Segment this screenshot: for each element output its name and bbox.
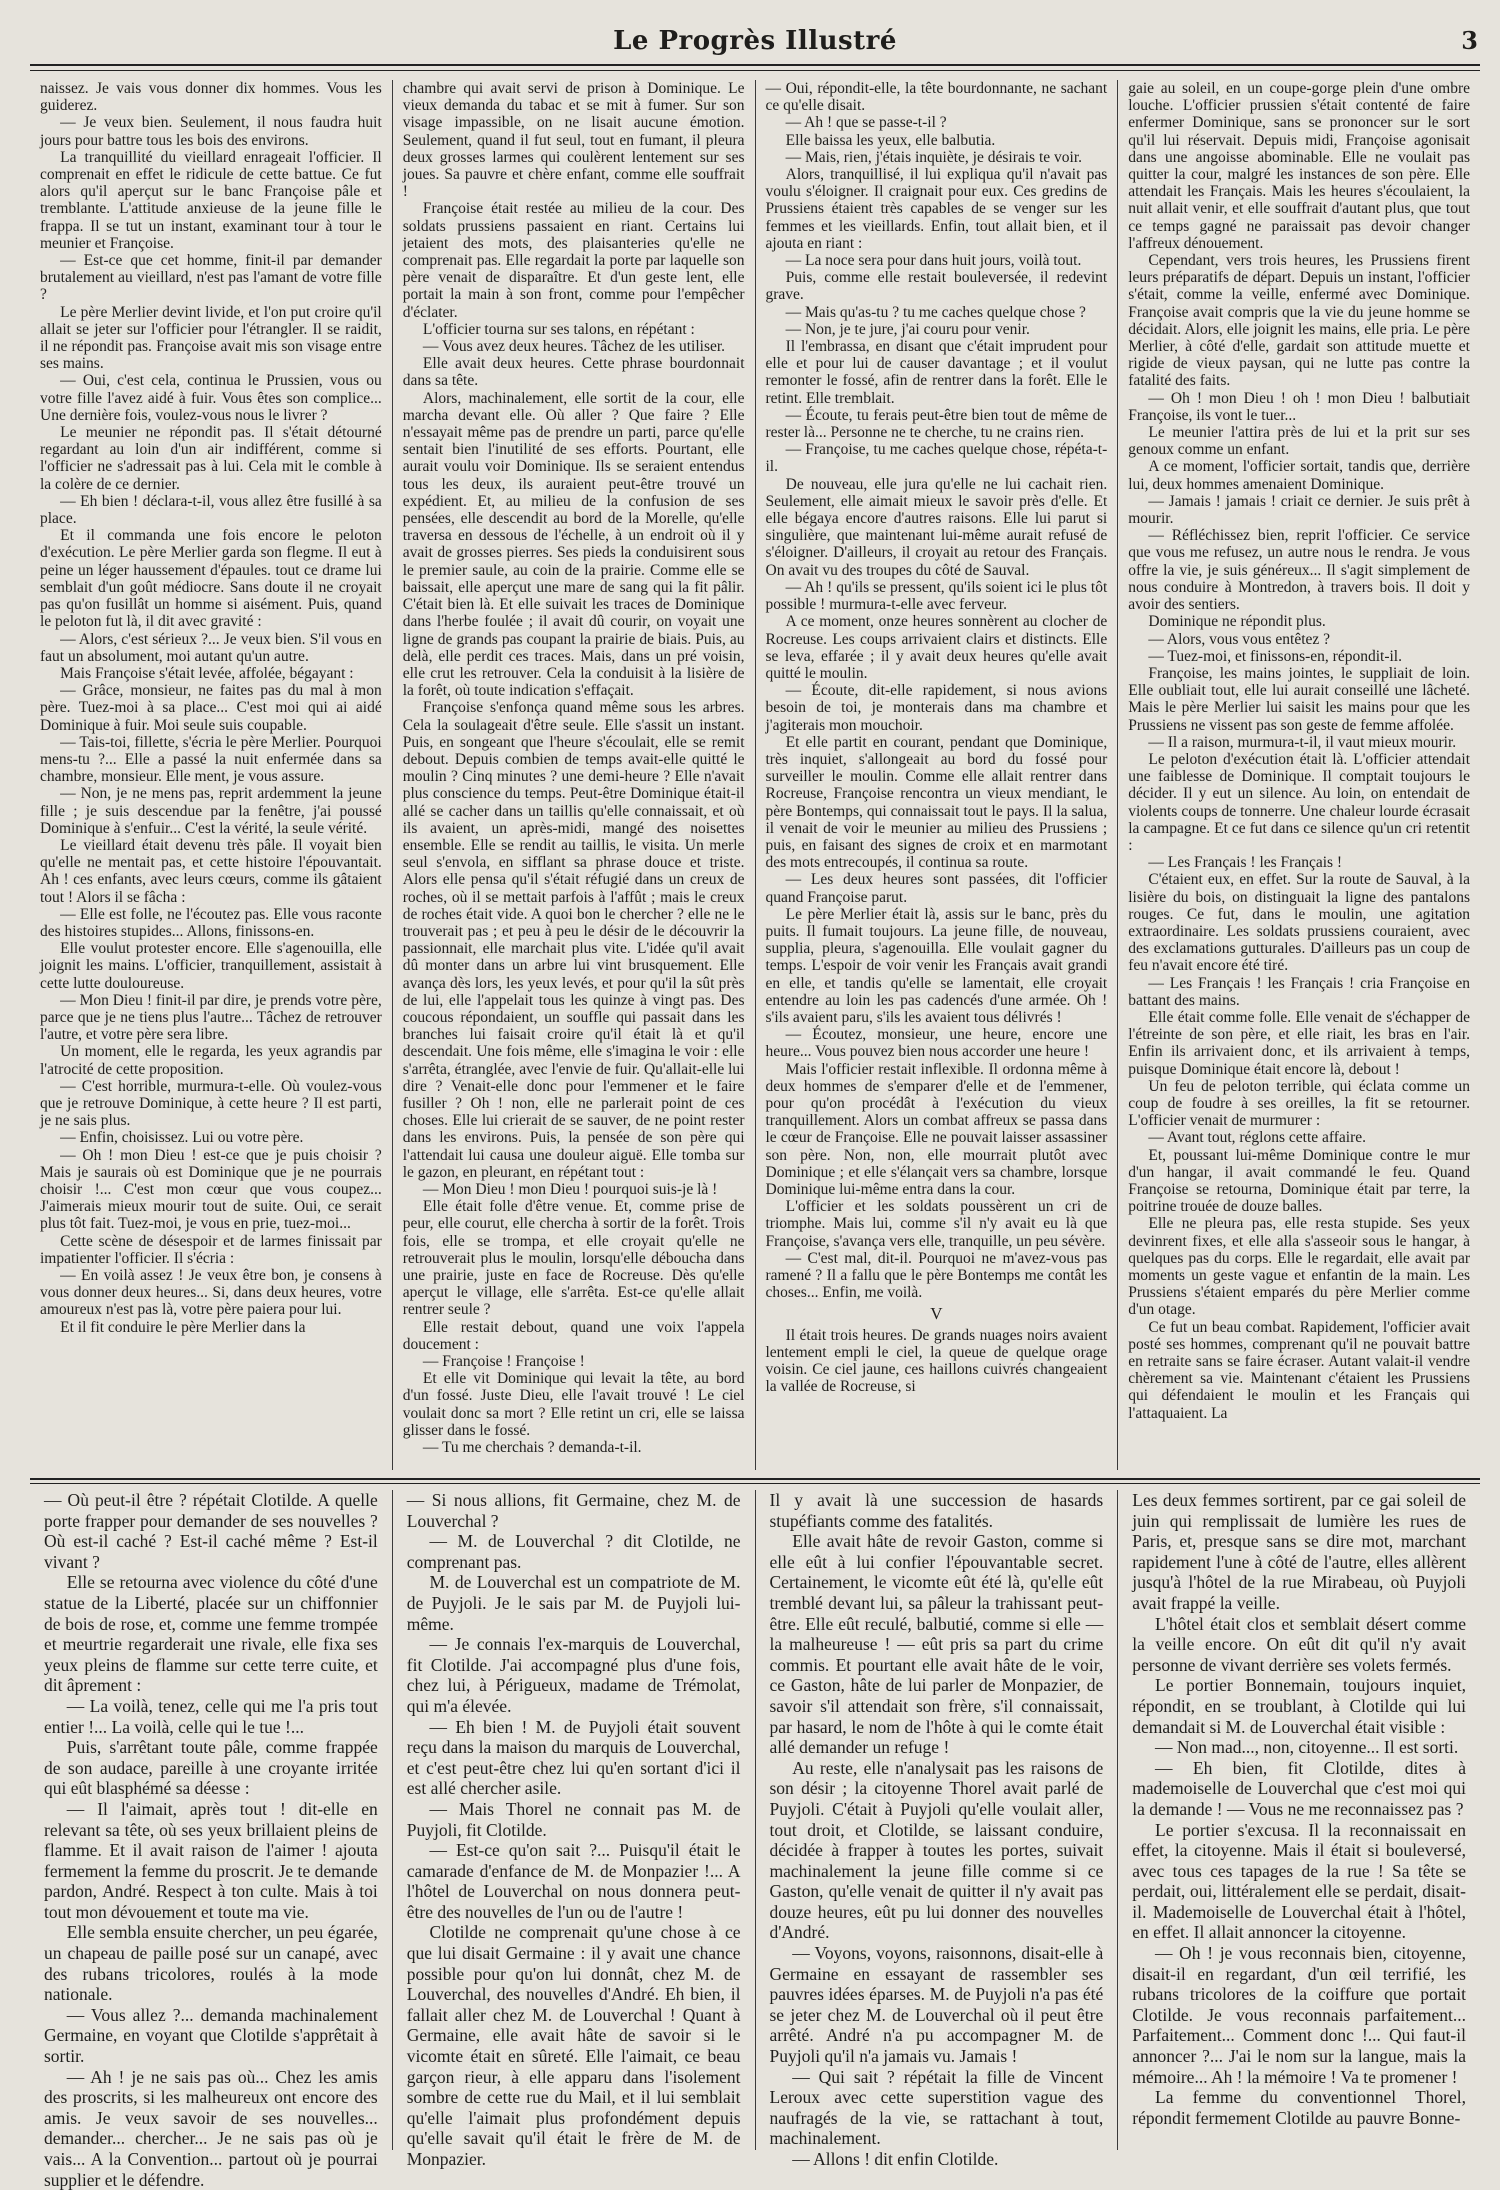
paragraph: Elle avait hâte de revoir Gaston, comme si elle eût à lui confier l'épouvantable secret. Certainement, le vicomte eût été là, qu'elle eût tremblé devant lui, sa pâleur la trahissant peut-être. Elle eût reculé, balbutié, comme si elle — la malheureuse ! — eût pris sa part du crime commis. Et pourtant elle avait hâte de le voir, ce Gaston, hâte de lui parler de Monpazier, de savoir s'il attendait son frère, s'il connaissait, par hasard, le nom de l'hôte à qui le comte était allé demander un refuge ! (769, 1531, 1104, 1758)
paragraph: Le meunier l'attira près de lui et la prit sur ses genoux comme un enfant. (1128, 424, 1470, 459)
paragraph: — Je connais l'ex-marquis de Louverchal, fit Clotilde. J'ai accompagné plus d'une fois, chez lui, à Périgueux, madame de Trémolat, qui m'a élevée. (406, 1634, 741, 1716)
paragraph: — Ah ! que se passe-t-il ? (785, 114, 947, 132)
paragraph: Puis, s'arrêtant toute pâle, comme frappée de son audace, pareille à une croyante irritée qui eût blasphémé sa déesse : (44, 1737, 378, 1799)
paragraph: — Les Français ! les Français ! (1148, 854, 1343, 872)
paragraph: Elle sembla ensuite chercher, un peu égarée, un chapeau de paille posé sur un canapé, avec des rubans tricolores, roulés à la mode nationale. (44, 1922, 378, 2005)
paragraph: Ce fut un beau combat. Rapidement, l'officier avait posté ses hommes, comprenant qu'il ne pouvait battre en retraite sans se faire écraser. Autant valait-il vendre chèrement sa vie. Maintenant c'étaient les Prussiens qui défendaient le moulin et les Français qui l'attaquaient. La (1128, 1318, 1470, 1422)
paragraph: Cependant, vers trois heures, les Prussiens firent leurs préparatifs de départ. Depuis un instant, l'officier s'était, comme la veille, enfermé avec Dominique. Françoise avait compris que la vie du jeune homme se décidait. Alors, elle joignit les mains, elle pria. Le père Merlier, à côté d'elle, gardait son attitude muette et rigide de vieux paysan, qui ne lutte pas contre la fatalité des faits. (1128, 252, 1470, 390)
serial-story-section (30, 80, 1480, 1470)
paragraph: — Françoise ! Françoise ! (422, 1353, 585, 1371)
paragraph: Le vieillard était devenu très pâle. Il voyait bien qu'elle ne mentait pas, et cette histoire l'épouvantait. Ah ! ces enfants, avec leurs cœurs, comme ils gâtaient tout ! Alors il se fâcha : (40, 836, 382, 906)
paragraph: — Il l'aimait, après tout ! dit-elle en relevant sa tête, où ses yeux brillaient pleins de flamme. Et il avait raison de l'aimer ! ajouta fermement la femme du proscrit. Je te demande pardon, André. Respect à ton culte. Mais à toi tout mon dévouement et toute ma vie. (44, 1798, 378, 1922)
paragraph: Il était trois heures. De grands nuages noirs avaient lentement empli le ciel, la queue de quelque orage voisin. Ce ciel jaune, ces haillons cuivrés changeaient la vallée de Rocreuse, si (765, 1326, 1108, 1396)
paragraph: Le portier Bonnemain, toujours inquiet, répondit, en se troublant, à Clotilde qui lui demandait si M. de Louverchal était visible : (1132, 1675, 1466, 1737)
paragraph: Cette scène de désespoir et de larmes finissait par impatienter l'officier. Il s'écria : (40, 1232, 382, 1267)
paragraph: A ce moment, onze heures sonnèrent au clocher de Rocreuse. Les coups arrivaient clairs et distincts. Elle se leva, effarée ; il y avait deux heures qu'elle avait quitté le moulin. (765, 613, 1108, 682)
paragraph: Le peloton d'exécution était là. L'officier attendait une faiblesse de Dominique. Il comptait toujours le décider. Il y eut un silence. Au loin, on entendait de violents coups de tonnerre. Une chaleur lourde écrasait la campagne. Et ce fut dans ce silence qu'un cri retentit : (1128, 750, 1470, 854)
paragraph: — Non, je ne mens pas, reprit ardemment la jeune fille ; je suis descendue par la fenêtre, j'ai poussé Dominique à s'enfuir... C'est la vérité, la seule vérité. (40, 785, 382, 837)
section-divider (30, 1478, 1480, 1480)
masthead (30, 20, 1480, 56)
paragraph: M. de Louverchal est un compatriote de M. de Puyjoli. Je le sais par M. de Puyjoli lui-même. (406, 1572, 741, 1634)
article-column (1117, 1490, 1480, 2150)
paragraph: Les deux femmes sortirent, par ce gai soleil de juin qui remplissait de lumière les rues de Paris, et, presque sans se dire mot, marchant rapidement l'une à côté de l'autre, elles allèrent jusqu'à l'hôtel de la rue Mirabeau, où Puyjoli avait frappé la veille. (1132, 1490, 1466, 1613)
paragraph: Au reste, elle n'analysait pas les raisons de son désir ; la citoyenne Thorel avait parlé de Puyjoli. C'était à Puyjoli qu'elle voulait aller, tout droit, et Clotilde, se laissant conduire, décidée à frapper à toutes les portes, suivait machinalement la jeune fille comme si ce Gaston, qu'elle venait de quitter il n'y avait pas douze heures, eût pu lui donner des nouvelles d'André. (769, 1757, 1104, 1943)
paragraph: — Est-ce que cet homme, finit-il par demander brutalement au vieillard, n'est pas l'amant de votre fille ? (40, 252, 382, 304)
paragraph: La femme du conventionnel Thorel, répondit fermement Clotilde au pauvre Bonne- (1132, 2087, 1466, 2128)
paragraph: — C'est mal, dit-il. Pourquoi ne m'avez-vous pas ramené ? Il a fallu que le père Bontemps me contât les choses... Enfin, me voilà. (765, 1249, 1108, 1302)
chapter-heading: V (930, 1304, 943, 1324)
paragraph: Françoise s'enfonça quand même sous les arbres. Cela la soulageait d'être seule. Elle s'assit un instant. Puis, en songeant que l'heure s'écoulait, elle se remit debout. Depuis combien de temps avait-elle quitté le moulin ? Cinq minutes ? une demi-heure ? Elle n'avait plus conscience du temps. Peut-être Dominique était-il allé se cacher dans un taillis qu'elle connaissait, et où ils avaient, un après-midi, mangé des noisettes ensemble. Elle se rendit au taillis, le visita. Un merle seul s'envola, en sifflant sa phrase douce et triste. Alors elle pensa qu'il s'était réfugié dans un creux de roches, où il se mettait parfois à l'affût ; mais le creux de roches était vide. A quoi bon le chercher ? elle ne le trouverait pas ; et peu à peu le désir de le découvrir la passionnait, elle marchait plus vite. L'idée qu'il avait dû monter dans un arbre lui vint brusquement. Elle avança dès lors, les yeux levés, et pour qu'il la sût près de lui, elle l'appelait tous les quinze à vingt pas. Des coucous répondaient, un souffle qui passait dans les branches lui faisait croire qu'il était là et qu'il descendait. Une fois même, elle s'imagina le voir : elle s'arrêta, étranglée, avec l'envie de fuir. Qu'allait-elle lui dire ? Venait-elle donc pour l'emmener et le faire fusiller ? Oh ! non, elle ne parlerait point de ces choses. Elle lui crierait de se sauver, de ne point rester dans les environs. Puis, la pensée de son père qui l'attendait lui causa une douleur aiguë. Elle tomba sur le gazon, en pleurant, en répétant tout : (402, 699, 745, 1181)
paragraph: — Tuez-moi, et finissons-en, répondit-il. (1148, 647, 1402, 665)
paragraph: — Vous allez ?... demanda machinalement Germaine, en voyant que Clotilde s'apprêtait à sortir. (44, 2004, 378, 2067)
paragraph: — Non mad..., non, citoyenne... Il est sorti. (1155, 1737, 1459, 1758)
paragraph: Et, poussant lui-même Dominique contre le mur d'un hangar, il avait commandé le feu. Quand Françoise se retourna, Dominique était par terre, la poitrine trouée de douze balles. (1128, 1146, 1470, 1216)
page-number: 3 (1461, 26, 1478, 55)
paragraph: — C'est horrible, murmura-t-elle. Où voulez-vous que je retrouve Dominique, à cette heure ? Il est parti, je ne sais plus. (40, 1077, 382, 1130)
paragraph: — Voyons, voyons, raisonnons, disait-elle à Germaine en essayant de rassembler ses pauvres idées éparses. M. de Puyjoli n'a pas été se jeter chez M. de Louverchal où il peut être arrêté. André n'a pu accompagner M. de Puyjoli qu'il n'a jamais vu. Jamais ! (769, 1943, 1104, 2067)
paragraph: Alors, tranquillisé, il lui expliqua qu'il n'avait pas voulu s'éloigner. Il craignait pour eux. Ces gredins de Prussiens étaient très capables de se venger sur les femmes et les vieillards. Enfin, tout allait bien, et il ajouta en riant : (765, 166, 1108, 252)
newspaper-title: Le Progrès Illustré (613, 26, 897, 56)
paragraph: Et elle vit Dominique qui levait la tête, au bord d'un fossé. Juste Dieu, elle l'avait trouvé ! Le ciel voulait donc sa mort ? Elle retint un cri, elle se laissa glisser dans le fossé. (402, 1370, 745, 1439)
paragraph: Elle était folle d'être venue. Et, comme prise de peur, elle courut, elle chercha à sortir de la forêt. Trois fois, elle se trompa, et elle croyait qu'elle ne retrouverait plus le moulin, lorsqu'elle déboucha dans une prairie, juste en face de Rocreuse. Dès qu'elle aperçut le village, elle s'arrêta. Est-ce qu'elle allait rentrer seule ? (402, 1198, 745, 1319)
paragraph: Mais Françoise s'était levée, affolée, bégayant : (60, 664, 354, 682)
paragraph: — Tu me cherchais ? demanda-t-il. (422, 1439, 642, 1457)
paragraph: — Réfléchissez bien, reprit l'officier. Ce service que vous me refusez, un autre nous le rendra. Je vous offre la vie, je suis généreux... Il s'agit simplement de nous conduire à Montredon, à travers bois. Il doit y avoir des sentiers. (1128, 527, 1470, 614)
paragraph: — Ah ! je ne sais pas où... Chez les amis des proscrits, si les malheureux ont encore des amis. Je veux savoir de ses nouvelles... demander... chercher... Je ne sais pas où je vais... A la Convention... partout où je pourrai supplier et le défendre. (44, 2066, 378, 2190)
paragraph: Le meunier ne répondit pas. Il s'était détourné regardant au loin d'un air indifférent, comme si l'officier ne s'adressait pas à lui. Cela mit le comble à la colère de ce dernier. (40, 424, 382, 493)
paragraph: Et il fit conduire le père Merlier dans la (60, 1318, 306, 1336)
paragraph: Elle baissa les yeux, elle balbutia. (785, 131, 996, 149)
paragraph: Elle restait debout, quand une voix l'appela doucement : (402, 1318, 745, 1353)
paragraph: — Vous avez deux heures. Tâchez de les utiliser. (422, 338, 726, 356)
paragraph: Le père Merlier était là, assis sur le banc, près du puits. Il fumait toujours. La jeune fille, de nouveau, supplia, pleura, s'agenouilla. Elle voulait gagner du temps. L'espoir de voir venir les Français avait grandi en elle, et tandis qu'elle se lamentait, elle croyait entendre au loin les pas cadencés d'une armée. Oh ! s'ils avaient paru, s'ils les avaient tous délivrés ! (765, 905, 1108, 1026)
paragraph: — Si nous allions, fit Germaine, chez M. de Louverchal ? (406, 1490, 741, 1531)
article-column (392, 1490, 755, 2169)
paragraph: De nouveau, elle jura qu'elle ne lui cachait rien. Seulement, elle aimait mieux le savoir près d'elle. Et elle bégaya encore d'autres raisons. Elle lui parut si singulière, que maintenant lui-même aurait refusé de s'éloigner. D'ailleurs, il croyait au retour des Français. On avait vu des troupes du côté de Sauval. (765, 475, 1108, 579)
paragraph: Un moment, elle le regarda, les yeux agrandis par l'atrocité de cette proposition. (40, 1043, 382, 1078)
article-column (755, 1490, 1118, 2169)
paragraph: La tranquillité du vieillard enrageait l'officier. Il comprenait en effet le ridicule de cette battue. Ce fut alors qu'il aperçut sur le banc Françoise pâle et tremblante. L'attitude anxieuse de la jeune fille le frappa. Il se tut un instant, examinant tour à tour le meunier et Françoise. (40, 148, 382, 252)
paragraph: Françoise était restée au milieu de la cour. Des soldats prussiens passaient en riant. Certains lui jetaient des mots, des plaisanteries qu'elle ne comprenait pas. Elle regardait la porte par laquelle son père venait de disparaître. Et d'un geste lent, elle portait la main à son front, comme pour l'empêcher d'éclater. (402, 200, 745, 321)
paragraph: — Oh ! mon Dieu ! est-ce que je puis choisir ? Mais je saurais où est Dominique que je ne pourrais choisir !... C'est mon cœur que vous coupez... J'aimerais mieux mourir tout de suite. Oui, ce serait plus tôt fait. Tuez-moi, je vous en prie, tuez-moi... (40, 1146, 382, 1233)
paragraph: — Elle est folle, ne l'écoutez pas. Elle vous raconte des histoires stupides... Allons, finissons-en. (40, 905, 382, 940)
paragraph: Elle était comme folle. Elle venait de s'échapper de l'étreinte de son père, et elle riait, les bras en l'air. Enfin ils arrivaient donc, et ils arrivaient à temps, puisque Dominique était encore là, debout ! (1128, 1008, 1470, 1078)
paragraph: — M. de Louverchal ? dit Clotilde, ne comprenant pas. (406, 1531, 741, 1572)
newspaper-page (30, 20, 1480, 2190)
paragraph: — Enfin, choisissez. Lui ou votre père. (60, 1129, 304, 1147)
paragraph: Il l'embrassa, en disant que c'était imprudent pour elle et pour lui de causer davantage ; et il voulut remonter le fossé, afin de rentrer dans la forêt. Elle le retint. Elle tremblait. (765, 338, 1108, 407)
paragraph: — En voilà assez ! Je veux être bon, je consens à vous donner deux heures... Si, dans deux heures, votre amoureux n'est pas là, votre père paiera pour lui. (40, 1267, 382, 1319)
paragraph: Et il commanda une fois encore le peloton d'exécution. Le père Merlier garda son flegme. Il eut à peine un léger haussement d'épaules. tout ce drame lui semblait d'un goût médiocre. Sans doute il ne croyait pas qu'on fusillât un homme si aisément. Puis, quand le peloton fut là, il dit avec gravité : (40, 527, 382, 631)
paragraph: — Mon Dieu ! finit-il par dire, je prends votre père, parce que je ne tiens plus l'autre... Tâchez de retrouver l'autre, et votre père sera libre. (40, 991, 382, 1044)
article-column (392, 80, 755, 1470)
paragraph: Le portier s'excusa. Il la reconnaissait en effet, la citoyenne. Mais il était si bouleversé, avec tous ces tapages de la rue ! Sa tête se perdait, oui, littéralement elle se perdait, disait-il. Mademoiselle de Louverchal était à l'hôtel, en effet. Il allait annoncer la citoyenne. (1132, 1819, 1466, 1943)
paragraph: — Françoise, tu me caches quelque chose, répéta-t-il. (765, 441, 1108, 476)
paragraph: — Eh bien ! M. de Puyjoli était souvent reçu dans la maison du marquis de Louverchal, et c'est peut-être chez lui qu'en sortant d'ici il est allé chercher asile. (406, 1716, 741, 1799)
paragraph: — Oui, répondit-elle, la tête bourdonnante, ne sachant ce qu'elle disait. (765, 80, 1108, 115)
paragraph: gaie au soleil, en un coupe-gorge plein d'une ombre louche. L'officier prussien s'était contenté de faire enfermer Dominique, sans se prononcer sur le sort qu'il lui réservait. Depuis midi, Françoise agonisait dans une angoisse abominable. Elle ne voulait pas quitter la cour, malgré les instances de son père. Elle attendait les Français. Mais les heures s'écoulaient, la nuit allait venir, et elle souffrait d'autant plus, que tout ce temps gagné ne paraissait pas devoir changer l'affreux dénouement. (1128, 80, 1470, 252)
section-divider-thin (30, 1483, 1480, 1484)
paragraph: — Oui, c'est cela, continua le Prussien, vous ou votre fille l'avez aidé à fuir. Vous êtes son complice... Une dernière fois, voulez-vous nous le livrer ? (40, 372, 382, 424)
paragraph: — La noce sera pour dans huit jours, voilà tout. (785, 252, 1082, 270)
paragraph: — Les Français ! les Français ! cria Françoise en battant des mains. (1128, 974, 1470, 1009)
paragraph: — Eh bien ! déclara-t-il, vous allez être fusillé à sa place. (40, 492, 382, 528)
paragraph: — Jamais ! jamais ! criait ce dernier. Je suis prêt à mourir. (1128, 492, 1470, 528)
paragraph: chambre qui avait servi de prison à Dominique. Le vieux demanda du tabac et se mit à fumer. Sur son visage impassible, on ne lisait aucune émotion. Seulement, quand il fut seul, tout en fumant, il pleura deux grosses larmes qui coulèrent lentement sur ses joues. Sa pauvre et chère enfant, comme elle souffrait ! (402, 80, 745, 201)
paragraph: — Les deux heures sont passées, dit l'officier quand Françoise parut. (765, 871, 1108, 906)
paragraph: Et elle partit en courant, pendant que Dominique, très inquiet, s'allongeait au bord du fossé pour surveiller le moulin. Comme elle allait rentrer dans Rocreuse, Françoise rencontra un vieux mendiant, le père Bontemps, qui connaissait tout le pays. Il la salua, il venait de voir le meunier au milieu des Prussiens ; puis, en faisant des signes de croix et en marmotant des mots entrecoupés, il continua sa route. (765, 733, 1108, 872)
paragraph: — Allons ! dit enfin Clotilde. (792, 2149, 999, 2169)
paragraph: — La voilà, tenez, celle qui me l'a pris tout entier !... La voilà, celle qui le tue !... (44, 1695, 378, 1737)
article-column (1117, 80, 1480, 1470)
paragraph: — Eh bien, fit Clotilde, dites à mademoiselle de Louverchal que c'est moi qui la demande ! — Vous ne me reconnaissez pas ? (1132, 1757, 1466, 1819)
paragraph: — Alors, vous vous entêtez ? (1148, 630, 1331, 648)
paragraph: — Mais Thorel ne connait pas M. de Puyjoli, fit Clotilde. (406, 1798, 741, 1840)
paragraph: Elle voulut protester encore. Elle s'agenouilla, elle joignit les mains. L'officier, tranquillement, assistait à cette lutte douloureuse. (40, 940, 382, 992)
paragraph: Puis, comme elle restait bouleversée, il redevint grave. (765, 269, 1108, 304)
paragraph: — Oh ! mon Dieu ! oh ! mon Dieu ! balbutiait Françoise, ils vont le tuer... (1128, 389, 1470, 424)
header-rule (30, 64, 1480, 66)
paragraph: — Oh ! je vous reconnais bien, citoyenne, disait-il en regardant, d'un œil terrifié, les rubans tricolores de la coiffure que portait Clotilde. Je vous reconnais parfaitement... Parfaitement... Comment donc !... Qui faut-il annoncer ?... J'ai le nom sur la langue, mais la mémoire... Ah ! la mémoire ! Va te promener ! (1132, 1943, 1466, 2087)
paragraph: naissez. Je vais vous donner dix hommes. Vous les guiderez. (40, 80, 382, 115)
paragraph: — Mon Dieu ! mon Dieu ! pourquoi suis-je là ! (422, 1181, 718, 1198)
paragraph: — Écoute, tu ferais peut-être bien tout de même de rester là... Personne ne te cherche, tu ne crains rien. (765, 406, 1108, 442)
paragraph: — Est-ce qu'on sait ?... Puisqu'il était le camarade d'enfance de M. de Monpazier !... A l'hôtel de Louverchal on nous donnera peut-être des nouvelles de l'un ou de l'autre ! (406, 1840, 741, 1922)
paragraph: A ce moment, l'officier sortait, tandis que, derrière lui, deux hommes amenaient Dominique. (1128, 458, 1470, 493)
paragraph: Clotilde ne comprenait qu'une chose à ce que lui disait Germaine : il y avait une chance possible pour qu'on lui donnât, chez M. de Louverchal, des nouvelles d'André. Eh bien, il fallait aller chez M. de Louverchal ! Quant à Germaine, elle avait hâte de savoir si le vicomte était en sûreté. Elle l'aimait, ce beau garçon rieur, à elle apparu dans l'isolement sombre de cette rue du Mail, et il lui semblait qu'elle l'aimait plus profondément depuis qu'elle savait qu'il était le frère de M. de Monpazier. (406, 1922, 741, 2169)
paragraph: L'officier et les soldats poussèrent un cri de triomphe. Mais lui, comme s'il n'y avait eu là que Françoise, s'avança vers elle, tranquille, un peu sévère. (765, 1198, 1108, 1250)
paragraph: — Ah ! qu'ils se pressent, qu'ils soient ici le plus tôt possible ! murmura-t-elle avec ferveur. (765, 578, 1108, 614)
feuilleton-section (30, 1490, 1480, 2190)
paragraph: Elle avait deux heures. Cette phrase bourdonnait dans sa tête. (402, 355, 745, 390)
paragraph: — Où peut-il être ? répétait Clotilde. A quelle porte frapper pour demander de ses nouvelles ? Où est-il caché ? Est-il caché même ? Est-il vivant ? (44, 1490, 378, 1572)
paragraph: — Il a raison, murmura-t-il, il vaut mieux mourir. (1148, 733, 1457, 751)
paragraph: — Je veux bien. Seulement, il nous faudra huit jours pour battre tous les bois des environs. (40, 114, 382, 149)
paragraph: Elle ne pleura pas, elle resta stupide. Ses yeux devinrent fixes, et elle alla s'asseoir sous le hangar, à quelques pas du corps. Elle le regardait, elle avait par moments un geste vague et enfantin de la main. Les Prussiens s'étaient emparés du père Merlier comme d'un otage. (1128, 1215, 1470, 1319)
article-column (30, 80, 392, 1470)
paragraph: — Écoute, dit-elle rapidement, si nous avions besoin de toi, je monterais dans ma chambre et j'agiterais mon mouchoir. (765, 682, 1108, 734)
header-rule-thin (30, 70, 1480, 71)
paragraph: — Avant tout, réglons cette affaire. (1148, 1129, 1367, 1147)
paragraph: — Mais, rien, j'étais inquiète, je désirais te voir. (785, 148, 1083, 166)
paragraph: Mais l'officier restait inflexible. Il ordonna même à deux hommes de s'emparer d'elle et de l'emmener, pour qu'on procédât à l'exécution du vieux tranquillement. Alors un combat affreux se passa dans le cœur de Françoise. Elle ne pouvait laisser assassiner son père. Non, non, elle mourrait plutôt avec Dominique ; et elle s'élançait vers sa chambre, lorsque Dominique lui-même entra dans la cour. (765, 1060, 1108, 1198)
article-column (30, 1490, 392, 2190)
paragraph: L'hôtel était clos et semblait désert comme la veille encore. On eût dit qu'il n'y avait personne de vivant derrière ses volets fermés. (1132, 1613, 1466, 1675)
paragraph: — Alors, c'est sérieux ?... Je veux bien. S'il vous en faut un absolument, moi autant qu'un autre. (40, 630, 382, 665)
paragraph: C'étaient eux, en effet. Sur la route de Sauval, à la lisière du bois, on distinguait la ligne des pantalons rouges. Ce fut, dans le moulin, une agitation extraordinaire. Les soldats prussiens couraient, avec des exclamations gutturales. D'ailleurs pas un coup de feu n'avait encore été tiré. (1128, 871, 1470, 975)
paragraph: Un feu de peloton terrible, qui éclata comme un coup de foudre à ses oreilles, la fit se retourner. L'officier venait de murmurer : (1128, 1077, 1470, 1130)
paragraph: — Qui sait ? répétait la fille de Vincent Leroux avec cette superstition vague des naufragés de la vie, se rattachant à tout, machinalement. (769, 2066, 1104, 2149)
paragraph: Il y avait là une succession de hasards stupéfiants comme des fatalités. (769, 1490, 1104, 1531)
paragraph: L'officier tourna sur ses talons, en répétant : (422, 320, 695, 338)
paragraph: Dominique ne répondit plus. (1148, 613, 1326, 631)
paragraph: — Grâce, monsieur, ne faites pas du mal à mon père. Tuez-moi à sa place... C'est moi qui ai aidé Dominique à fuir. Moi seule suis coupable. (40, 682, 382, 734)
paragraph: — Écoutez, monsieur, une heure, encore une heure... Vous pouvez bien nous accorder une heure ! (765, 1026, 1108, 1061)
paragraph: — Non, je te jure, j'ai couru pour venir. (785, 320, 1030, 338)
paragraph: Françoise, les mains jointes, le suppliait de loin. Elle oubliait tout, elle lui aurait conseillé une lâcheté. Mais le père Merlier lui saisit les mains pour que les Prussiens ne vissent pas son geste de femme affolée. (1128, 664, 1470, 734)
paragraph: Elle se retourna avec violence du côté d'une statue de la Liberté, placée sur un chiffonnier de bois de rose, et, comme une femme trompée et meurtrie regarderait une rivale, elle fixa ses yeux pleins de flamme sur cette terre cuite, et dit âprement : (44, 1572, 378, 1696)
article-column (755, 80, 1118, 1470)
paragraph: Le père Merlier devint livide, et l'on put croire qu'il allait se jeter sur l'officier pour l'étrangler. Il se raidit, il ne répondit pas. Françoise avait mis son visage entre ses mains. (40, 303, 382, 373)
paragraph: — Mais qu'as-tu ? tu me caches quelque chose ? (785, 303, 1086, 321)
paragraph: Alors, machinalement, elle sortit de la cour, elle marcha devant elle. Où aller ? Que faire ? Elle n'essayait même pas de prendre un parti, parce qu'elle sentait bien l'inutilité de ses efforts. Pourtant, elle aurait voulu voir Dominique. Ils se seraient entendus tous les deux, ils auraient peut-être trouvé un expédient. Et, au milieu de la confusion de ses pensées, elle descendit au bord de la Morelle, qu'elle traversa en dessous de l'échelle, à un endroit où il y avait de grosses pierres. Ses pieds la conduisirent sous le premier saule, au coin de la prairie. Comme elle se baissait, elle aperçut une mare de sang qui la fit pâlir. C'était bien là. Et elle suivait les traces de Dominique dans l'herbe foulée ; il avait dû courir, on voyait une ligne de grands pas coupant la prairie de biais. Puis, au delà, elle perdit ces traces. Mais, dans un pré voisin, elle crut les retrouver. Cela la conduisit à la lisière de la forêt, où toute indication s'effaçait. (402, 389, 745, 700)
paragraph: — Tais-toi, fillette, s'écria le père Merlier. Pourquoi mens-tu ?... Elle a passé la nuit enfermée dans sa chambre, monsieur. Elle ment, je vous assure. (40, 733, 382, 786)
